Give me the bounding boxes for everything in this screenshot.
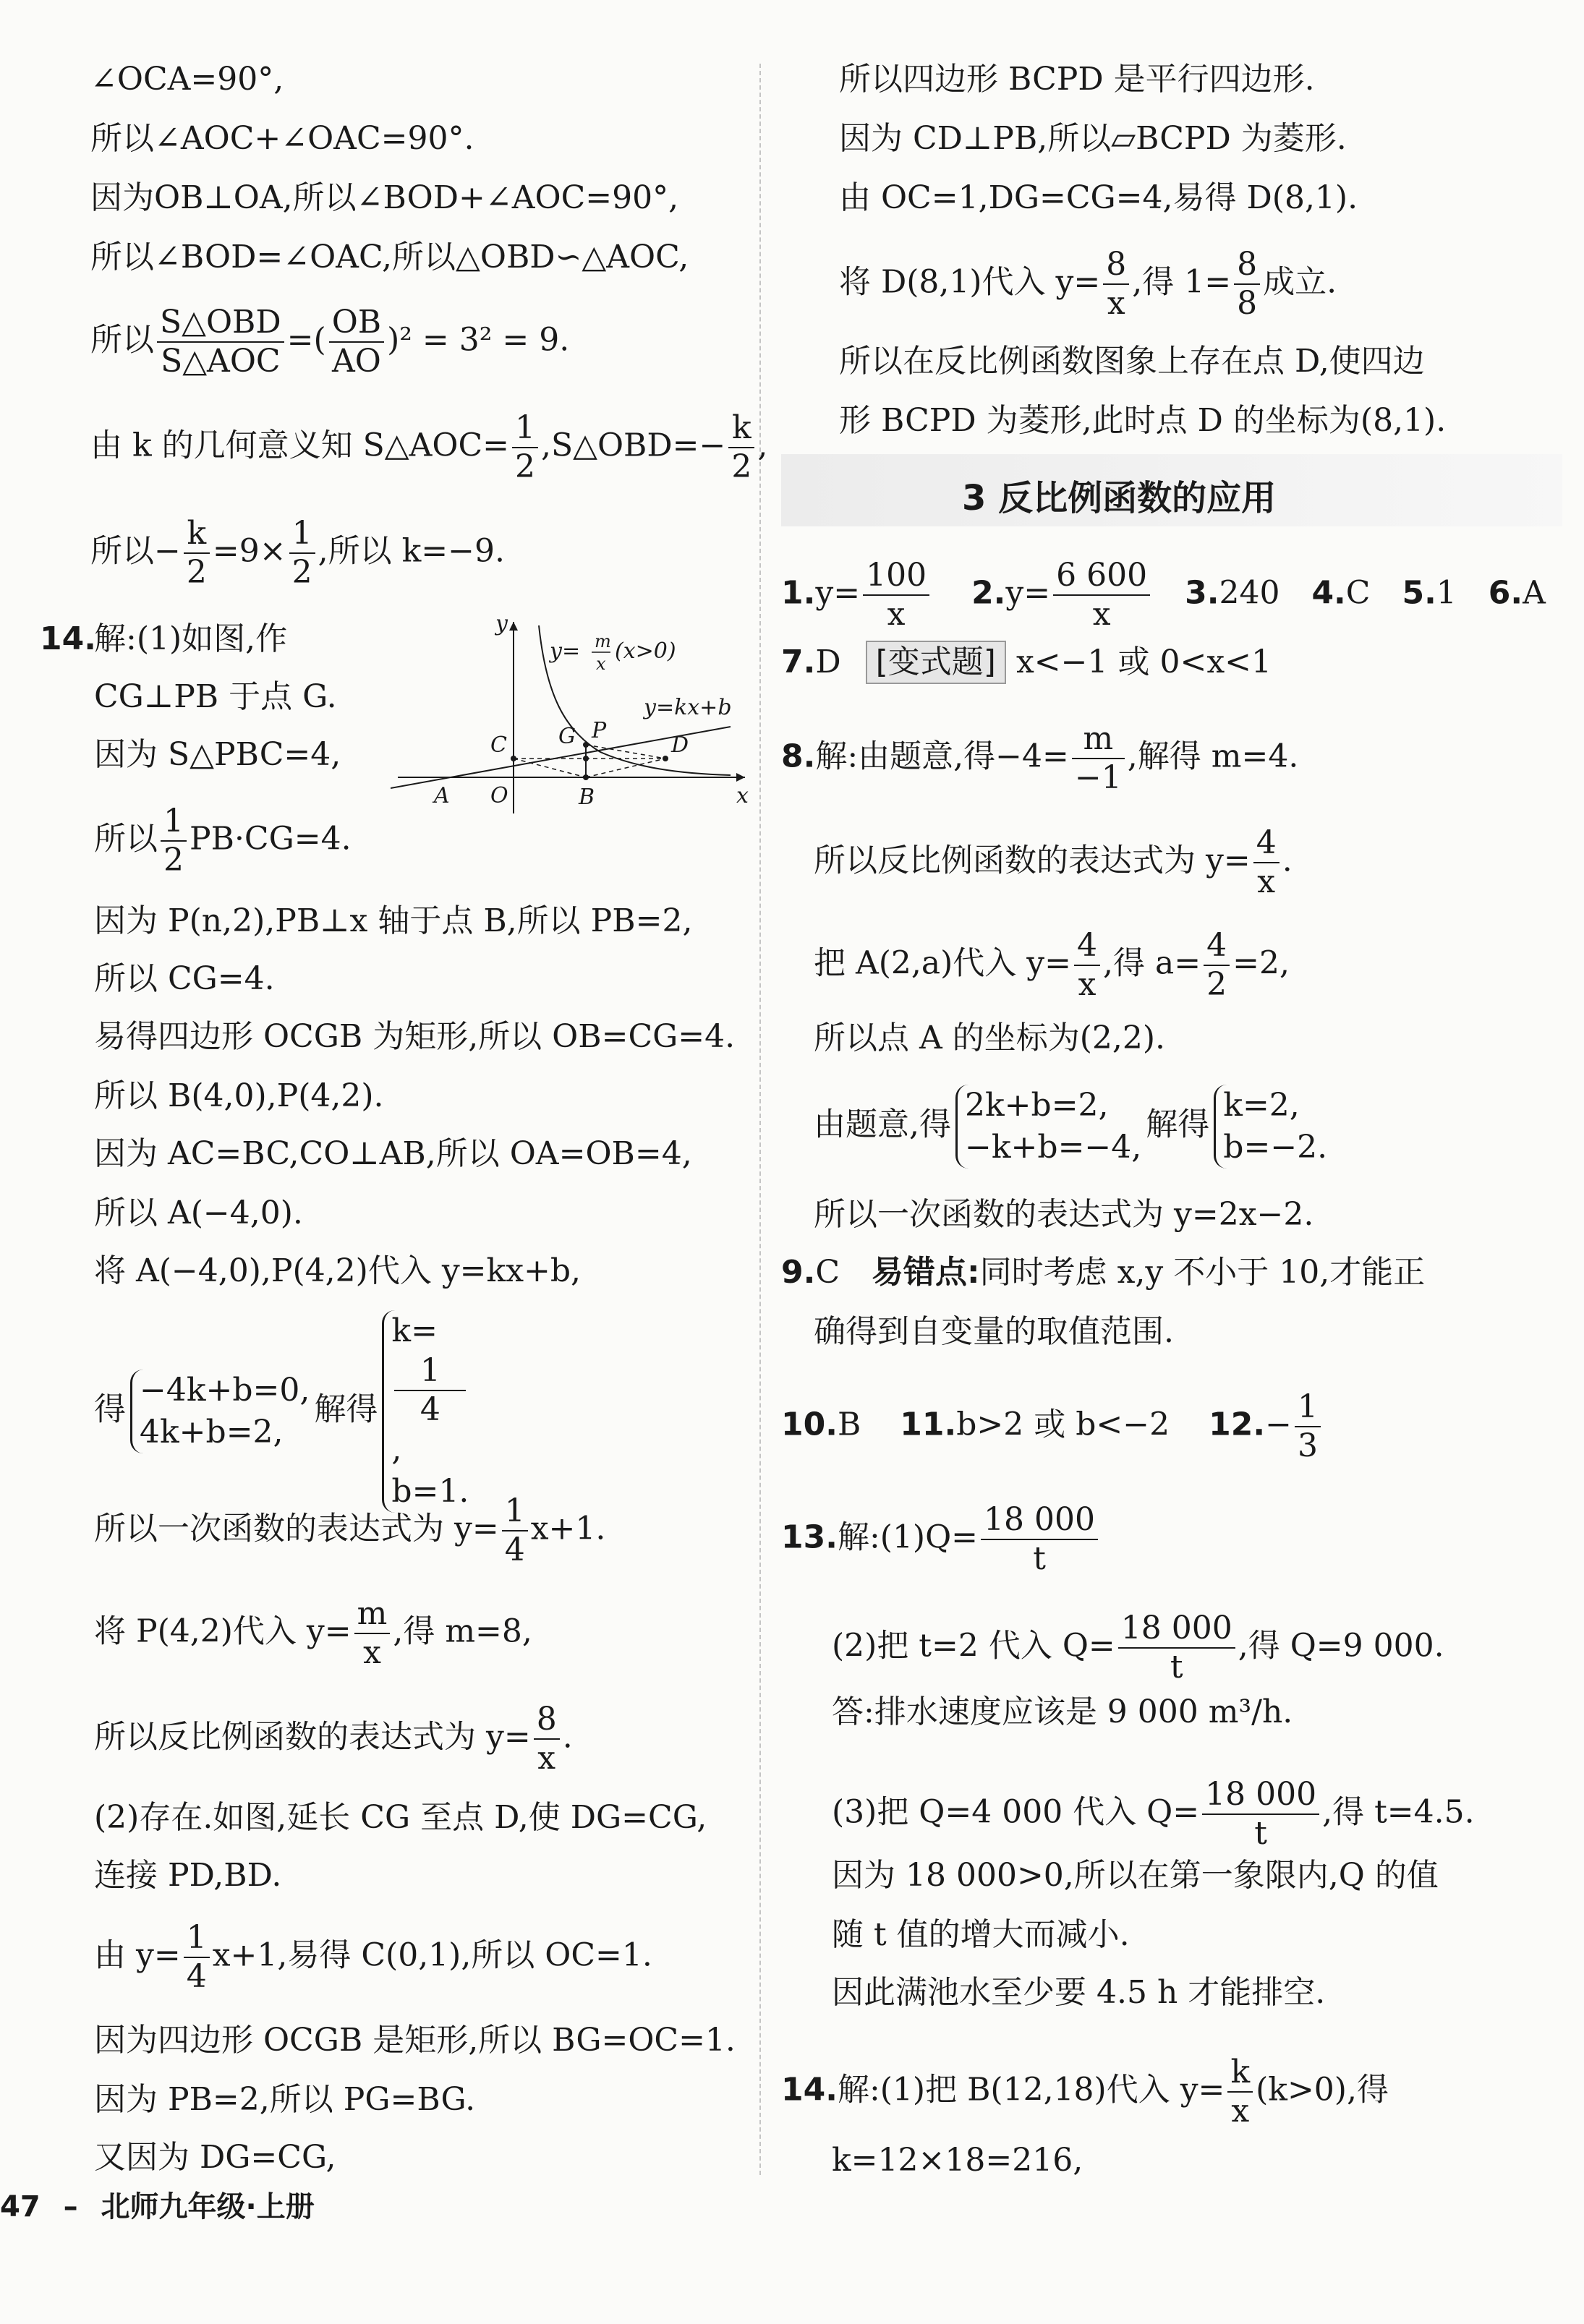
text-line: 因为OB⊥OA,所以∠BOD+∠AOC=90°, <box>90 179 679 216</box>
text-line: 又因为 DG=CG, <box>94 2139 336 2176</box>
answer-row: 10.B 11.b>2 或 b<−2 12.− $\frac{1}{3}$ <box>781 1388 1324 1465</box>
text-line: 因为 PB=2,所以 PG=BG. <box>94 2081 476 2118</box>
equation-line: 将 D(8,1)代入 y= $\frac{8}{x}$ ,得 1= $\frac{8}{8}$ 成立. <box>839 246 1337 322</box>
fraction: $\frac{8}{x}$ <box>534 1701 560 1777</box>
label-o: O <box>490 783 508 808</box>
fraction: $\frac{1}{4}$ <box>502 1492 528 1569</box>
text-line: 连接 PD,BD. <box>94 1857 282 1894</box>
equation-line: 所以− $\frac{k}{2}$ =9× $\frac{1}{2}$ ,所以 k=−9. <box>90 515 505 591</box>
text-line: 所以∠BOD=∠OAC,所以△OBD∽△AOC, <box>90 239 689 275</box>
fraction: $\frac{8}{8}$ <box>1234 246 1260 322</box>
fraction: $\frac{4}{x}$ <box>1253 824 1279 901</box>
page-number: 47 <box>0 2190 41 2223</box>
curve-label-suffix: (x>0) <box>615 638 676 664</box>
function-graph-figure <box>391 607 752 817</box>
y-axis-label: y <box>495 611 508 636</box>
text-line: 因为 AC=BC,CO⊥AB,所以 OA=OB=4, <box>94 1135 692 1172</box>
label-a: A <box>434 783 450 808</box>
fraction: $\frac{18 000}{t}$ <box>1202 1776 1319 1853</box>
equation-line: (3)把 Q=4 000 代入 Q= $\frac{18 000}{t}$ ,得 t=4.5. <box>832 1776 1475 1852</box>
fraction: $\frac{18 000}{t}$ <box>1118 1610 1235 1686</box>
point-b <box>583 774 589 780</box>
y-axis-arrow <box>509 622 518 631</box>
text-line: k=12×18=216, <box>832 2142 1083 2179</box>
fraction: $\frac{1}{4}$ <box>184 1919 210 1996</box>
fraction: $\frac{4}{x}$ <box>1074 927 1100 1004</box>
point-c <box>511 756 516 761</box>
fraction: $\frac{1}{2}$ <box>289 515 315 591</box>
x-axis-label: x <box>736 783 749 808</box>
fraction: $\frac{OB}{AO}$ <box>329 304 384 380</box>
fraction: $\frac{m}{-1}$ <box>1072 720 1125 797</box>
answer-row: 1.y= $\frac{100}{x}$ 2.y= $\frac{6 600}{x}$ 3.240 4.C 5.1 6.A <box>781 557 1546 633</box>
text-line: 随 t 值的增大而减小. <box>832 1916 1130 1953</box>
equation-line: 所以 $\frac{1}{2}$ PB·CG=4. <box>94 803 352 879</box>
section-heading <box>781 454 1562 526</box>
x-axis-arrow <box>736 773 745 782</box>
equation-system-line: 得 −4k+b=0, 4k+b=2, 解得 k= 1 4 , b=1. <box>94 1310 473 1513</box>
fraction: $\frac{8}{x}$ <box>1103 246 1129 322</box>
label-d: D <box>671 732 689 758</box>
fraction: $\frac{1}{3}$ <box>1295 1388 1321 1465</box>
text-line: 因为 S△PBC=4, <box>94 736 341 773</box>
curve-label-prefix: y= <box>550 638 581 664</box>
text-line: 所以四边形 BCPD 是平行四边形. <box>839 61 1315 98</box>
answer-row: 7.D [变式题] x<−1 或 0<x<1 <box>781 641 1272 684</box>
equation-line: 将 P(4,2)代入 y= $\frac{m}{x}$ ,得 m=8, <box>94 1595 532 1671</box>
equation-system: −4k+b=0, 4k+b=2, <box>130 1370 310 1453</box>
fraction: $\frac{18 000}{t}$ <box>981 1501 1098 1578</box>
fraction: $\frac{m}{x}$ <box>354 1595 391 1672</box>
segment-pd <box>586 745 665 759</box>
column-divider <box>759 64 761 2175</box>
equation-line: (2)把 t=2 代入 Q= $\frac{18 000}{t}$ ,得 Q=9 000. <box>832 1610 1444 1686</box>
fraction: $\frac{1}{2}$ <box>161 803 187 879</box>
equation-line: 所以 $\frac{\text{S△OBD}}{\text{S△AOC}}$ =( $\frac{OB}{AO}$ )² = 3² = 9. <box>90 304 570 380</box>
text-line: 解:(1)如图,作 <box>94 620 288 657</box>
text-line: 因此满池水至少要 4.5 h 才能排空. <box>832 1974 1326 2011</box>
footer-dash: – <box>63 2190 78 2223</box>
label-p: P <box>592 718 607 743</box>
fraction: 1 4 <box>394 1352 466 1429</box>
text-line: 所以 B(4,0),P(4,2). <box>94 1077 384 1114</box>
label-g: G <box>558 724 576 749</box>
text-line: 易得四边形 OCGB 为矩形,所以 OB=CG=4. <box>94 1018 736 1055</box>
curve-label-numerator: m <box>595 631 611 652</box>
text-line: ∠OCA=90°, <box>90 61 284 98</box>
curve-label-denominator: x <box>596 654 606 674</box>
text-line: 答:排水速度应该是 9 000 m³/h. <box>832 1693 1293 1730</box>
equation-line: 8.解:由题意,得−4= $\frac{m}{-1}$ ,解得 m=4. <box>781 720 1299 796</box>
fraction: $\frac{k}{x}$ <box>1227 2054 1253 2130</box>
page-footer <box>0 2184 315 2225</box>
fraction: $\frac{1}{2}$ <box>512 409 538 486</box>
fraction: $\frac{k}{2}$ <box>184 515 210 591</box>
text-line: 所以 CG=4. <box>94 960 275 997</box>
text-line: 所以一次函数的表达式为 y=2x−2. <box>814 1196 1314 1233</box>
solution-system: k=2, b=−2. <box>1214 1085 1327 1169</box>
fraction: $\frac{100}{x}$ <box>863 557 929 633</box>
equation-system-line: 由题意,得 2k+b=2, −k+b=−4, 解得 k=2, b=−2. <box>814 1085 1332 1169</box>
point-g <box>583 756 589 761</box>
fraction: $\frac{4}{2}$ <box>1204 927 1230 1004</box>
text-line: 因为 CD⊥PB,所以▱BCPD 为菱形. <box>839 120 1347 157</box>
equation-line: 所以一次函数的表达式为 y= $\frac{1}{4}$ x+1. <box>94 1492 606 1568</box>
fraction: $\frac{\text{S△OBD}}{\text{S△AOC}}$ <box>157 304 284 380</box>
text-line: 所以点 A 的坐标为(2,2). <box>814 1020 1166 1056</box>
label-b: B <box>579 785 595 810</box>
segment-cb <box>514 759 586 777</box>
text-line: 因为 P(n,2),PB⊥x 轴于点 B,所以 PB=2, <box>94 902 693 939</box>
point-d <box>663 756 668 761</box>
variant-tag: [变式题] <box>866 641 1006 684</box>
answer-row: 9.C 易错点:同时考虑 x,y 不小于 10,才能正 <box>781 1254 1426 1291</box>
text-line: 确得到自变量的取值范围. <box>814 1313 1174 1350</box>
equation-line: 13.解:(1)Q= $\frac{18 000}{t}$ <box>781 1501 1101 1578</box>
section-title-text: 3 反比例函数的应用 <box>962 478 1277 518</box>
text-line: 形 BCPD 为菱形,此时点 D 的坐标为(8,1). <box>839 402 1447 439</box>
text-line: 由 OC=1,DG=CG=4,易得 D(8,1). <box>839 179 1358 216</box>
equation-system: 2k+b=2, −k+b=−4, <box>955 1085 1141 1169</box>
text-line: 所以 A(−4,0). <box>94 1195 303 1231</box>
equation-line: 所以反比例函数的表达式为 y= $\frac{4}{x}$ . <box>814 824 1293 900</box>
label-c: C <box>490 732 507 758</box>
text-line: 因为四边形 OCGB 是矩形,所以 BG=OC=1. <box>94 2022 736 2059</box>
solution-system: k= 1 4 , b=1. <box>382 1310 469 1513</box>
text-line: CG⊥PB 于点 G. <box>94 678 337 715</box>
equation-line: 14.解:(1)把 B(12,18)代入 y= $\frac{k}{x}$ (k>0),得 <box>781 2054 1389 2129</box>
fraction: $\frac{6 600}{x}$ <box>1053 557 1150 633</box>
book-title: 北师九年级·上册 <box>101 2190 315 2223</box>
line-label: y=kx+b <box>644 695 732 720</box>
point-p <box>583 742 589 748</box>
equation-line: 把 A(2,a)代入 y= $\frac{4}{x}$ ,得 a= $\frac{4}{2}$ =2, <box>814 927 1290 1003</box>
text-line: 所以在反比例函数图象上存在点 D,使四边 <box>839 343 1425 380</box>
text-line: (2)存在.如图,延长 CG 至点 D,使 DG=CG, <box>94 1799 707 1836</box>
error-prone-label: 易错点: <box>872 1254 980 1291</box>
problem-number: 14. <box>40 620 96 657</box>
text-line: 因为 18 000>0,所以在第一象限内,Q 的值 <box>832 1857 1439 1894</box>
text-line: 将 A(−4,0),P(4,2)代入 y=kx+b, <box>94 1252 582 1289</box>
equation-line: 所以反比例函数的表达式为 y= $\frac{8}{x}$ . <box>94 1701 573 1777</box>
equation-line: 由 k 的几何意义知 S△AOC= $\frac{1}{2}$ ,S△OBD=− $\frac{k}{2}$ , <box>90 409 768 485</box>
text-line: 所以∠AOC+∠OAC=90°. <box>90 120 474 157</box>
equation-line: 由 y= $\frac{1}{4}$ x+1,易得 C(0,1),所以 OC=1. <box>94 1919 652 1995</box>
fraction: $\frac{k}{2}$ <box>728 409 754 486</box>
